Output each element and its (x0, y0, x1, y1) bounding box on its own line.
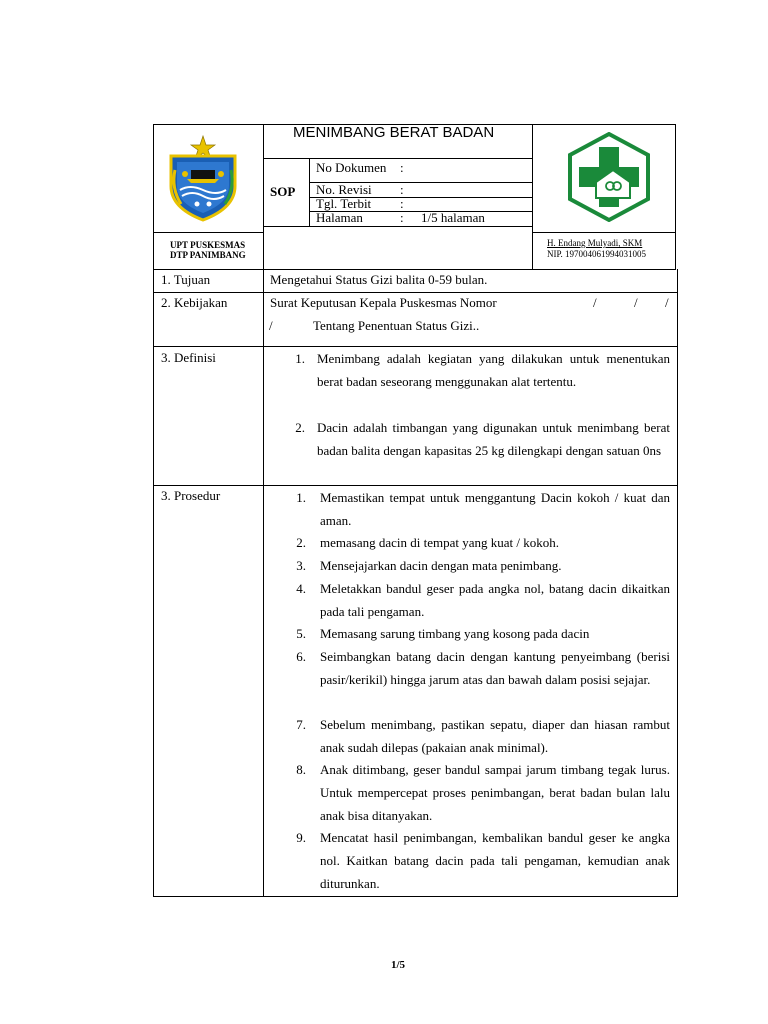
no-revisi-label: No. Revisi (316, 182, 372, 197)
halaman-value: 1/5 halaman (421, 210, 485, 225)
tgl-terbit-label: Tgl. Terbit (316, 196, 372, 211)
kebijakan-line1: Surat Keputusan Kepala Puskesmas Nomor (270, 295, 497, 310)
no-revisi-colon: : (400, 182, 404, 197)
org-name-line1: UPT PUSKESMAS (170, 240, 246, 250)
prosedur-item-text: Anak ditimbang, geser bandul sampai jarum timbang tegak lurus. Untuk mempercepat proses penimbangan, berat badan bulan lalu anak bisa ditanyakan. (320, 762, 670, 823)
prosedur-item-number: 3. (296, 558, 306, 573)
kebijakan-line2: Tentang Penentuan Status Gizi.. (313, 318, 480, 333)
regency-emblem-icon (165, 134, 241, 222)
definisi-item-text: Dacin adalah timbangan yang digunakan untuk menimbang berat badan balita dengan kapasitas 25 kg dilengkapi dengan satuan 0ns (317, 420, 670, 458)
prosedur-item-number: 8. (296, 762, 306, 777)
tgl-terbit-colon: : (400, 196, 404, 211)
prosedur-item-text: Memastikan tempat untuk menggantung Dacin kokoh / kuat dan aman. (320, 490, 670, 528)
prosedur-item-number: 1. (296, 490, 306, 505)
prosedur-item-text: Mencatat hasil penimbangan, kembalikan bandul geser ke angka nol. Kaitkan batang dacin pada tali pengaman, kemudian anak diturunkan. (320, 830, 670, 891)
prosedur-item-number: 5. (296, 626, 306, 641)
section-label-kebijakan: 2. Kebijakan (161, 295, 228, 310)
kebijakan-slash-1: / (593, 295, 597, 310)
section-label-tujuan: 1. Tujuan (161, 272, 211, 287)
prosedur-item-text: Seimbangkan batang dacin dengan kantung penyeimbang (berisi pasir/kerikil) hingga jarum atas dan bawah dalam posisi sejajar. (320, 649, 670, 687)
page-number: 1/5 (391, 959, 406, 971)
sop-label: SOP (270, 184, 296, 199)
section-label-prosedur: 3. Prosedur (161, 488, 221, 503)
section-text-tujuan: Mengetahui Status Gizi balita 0-59 bulan. (270, 272, 488, 287)
prosedur-item-text: Sebelum menimbang, pastikan sepatu, diaper dan hiasan rambut anak sudah dilepas (pakaian anak minimal). (320, 717, 670, 755)
puskesmas-logo-icon (566, 132, 652, 222)
section-label-definisi: 3. Definisi (161, 350, 216, 365)
prosedur-item-number: 2. (296, 535, 306, 550)
signer-name: H. Endang Mulyadi, SKM (547, 238, 643, 248)
kebijakan-slash-3: / (665, 295, 669, 310)
kebijakan-line2-slash: / (269, 318, 273, 333)
prosedur-item-text: memasang dacin di tempat yang kuat / kokoh. (320, 535, 559, 550)
document-title: MENIMBANG BERAT BADAN (293, 124, 495, 141)
prosedur-item-text: Meletakkan bandul geser pada angka nol, batang dacin dikaitkan pada tali pengaman. (320, 581, 670, 619)
prosedur-item-text: Mensejajarkan dacin dengan mata penimbang. (320, 558, 562, 573)
definisi-item-text: Menimbang adalah kegiatan yang dilakukan untuk menentukan berat badan seseorang menggunakan alat tertentu. (317, 351, 670, 389)
org-name-line2: DTP PANIMBANG (170, 250, 246, 260)
halaman-label: Halaman (316, 210, 363, 225)
no-dokumen-label: No Dokumen (316, 160, 387, 175)
definisi-item-number: 1. (295, 351, 305, 366)
halaman-colon: : (400, 210, 404, 225)
prosedur-item-number: 7. (296, 717, 306, 732)
definisi-item-number: 2. (295, 420, 305, 435)
signer-nip: NIP. 197004061994031005 (547, 249, 647, 259)
kebijakan-slash-2: / (634, 295, 638, 310)
prosedur-item-number: 6. (296, 649, 306, 664)
prosedur-item-number: 4. (296, 581, 306, 596)
prosedur-item-text: Memasang sarung timbang yang kosong pada dacin (320, 626, 590, 641)
prosedur-item-number: 9. (296, 830, 306, 845)
no-dokumen-colon: : (400, 160, 404, 175)
